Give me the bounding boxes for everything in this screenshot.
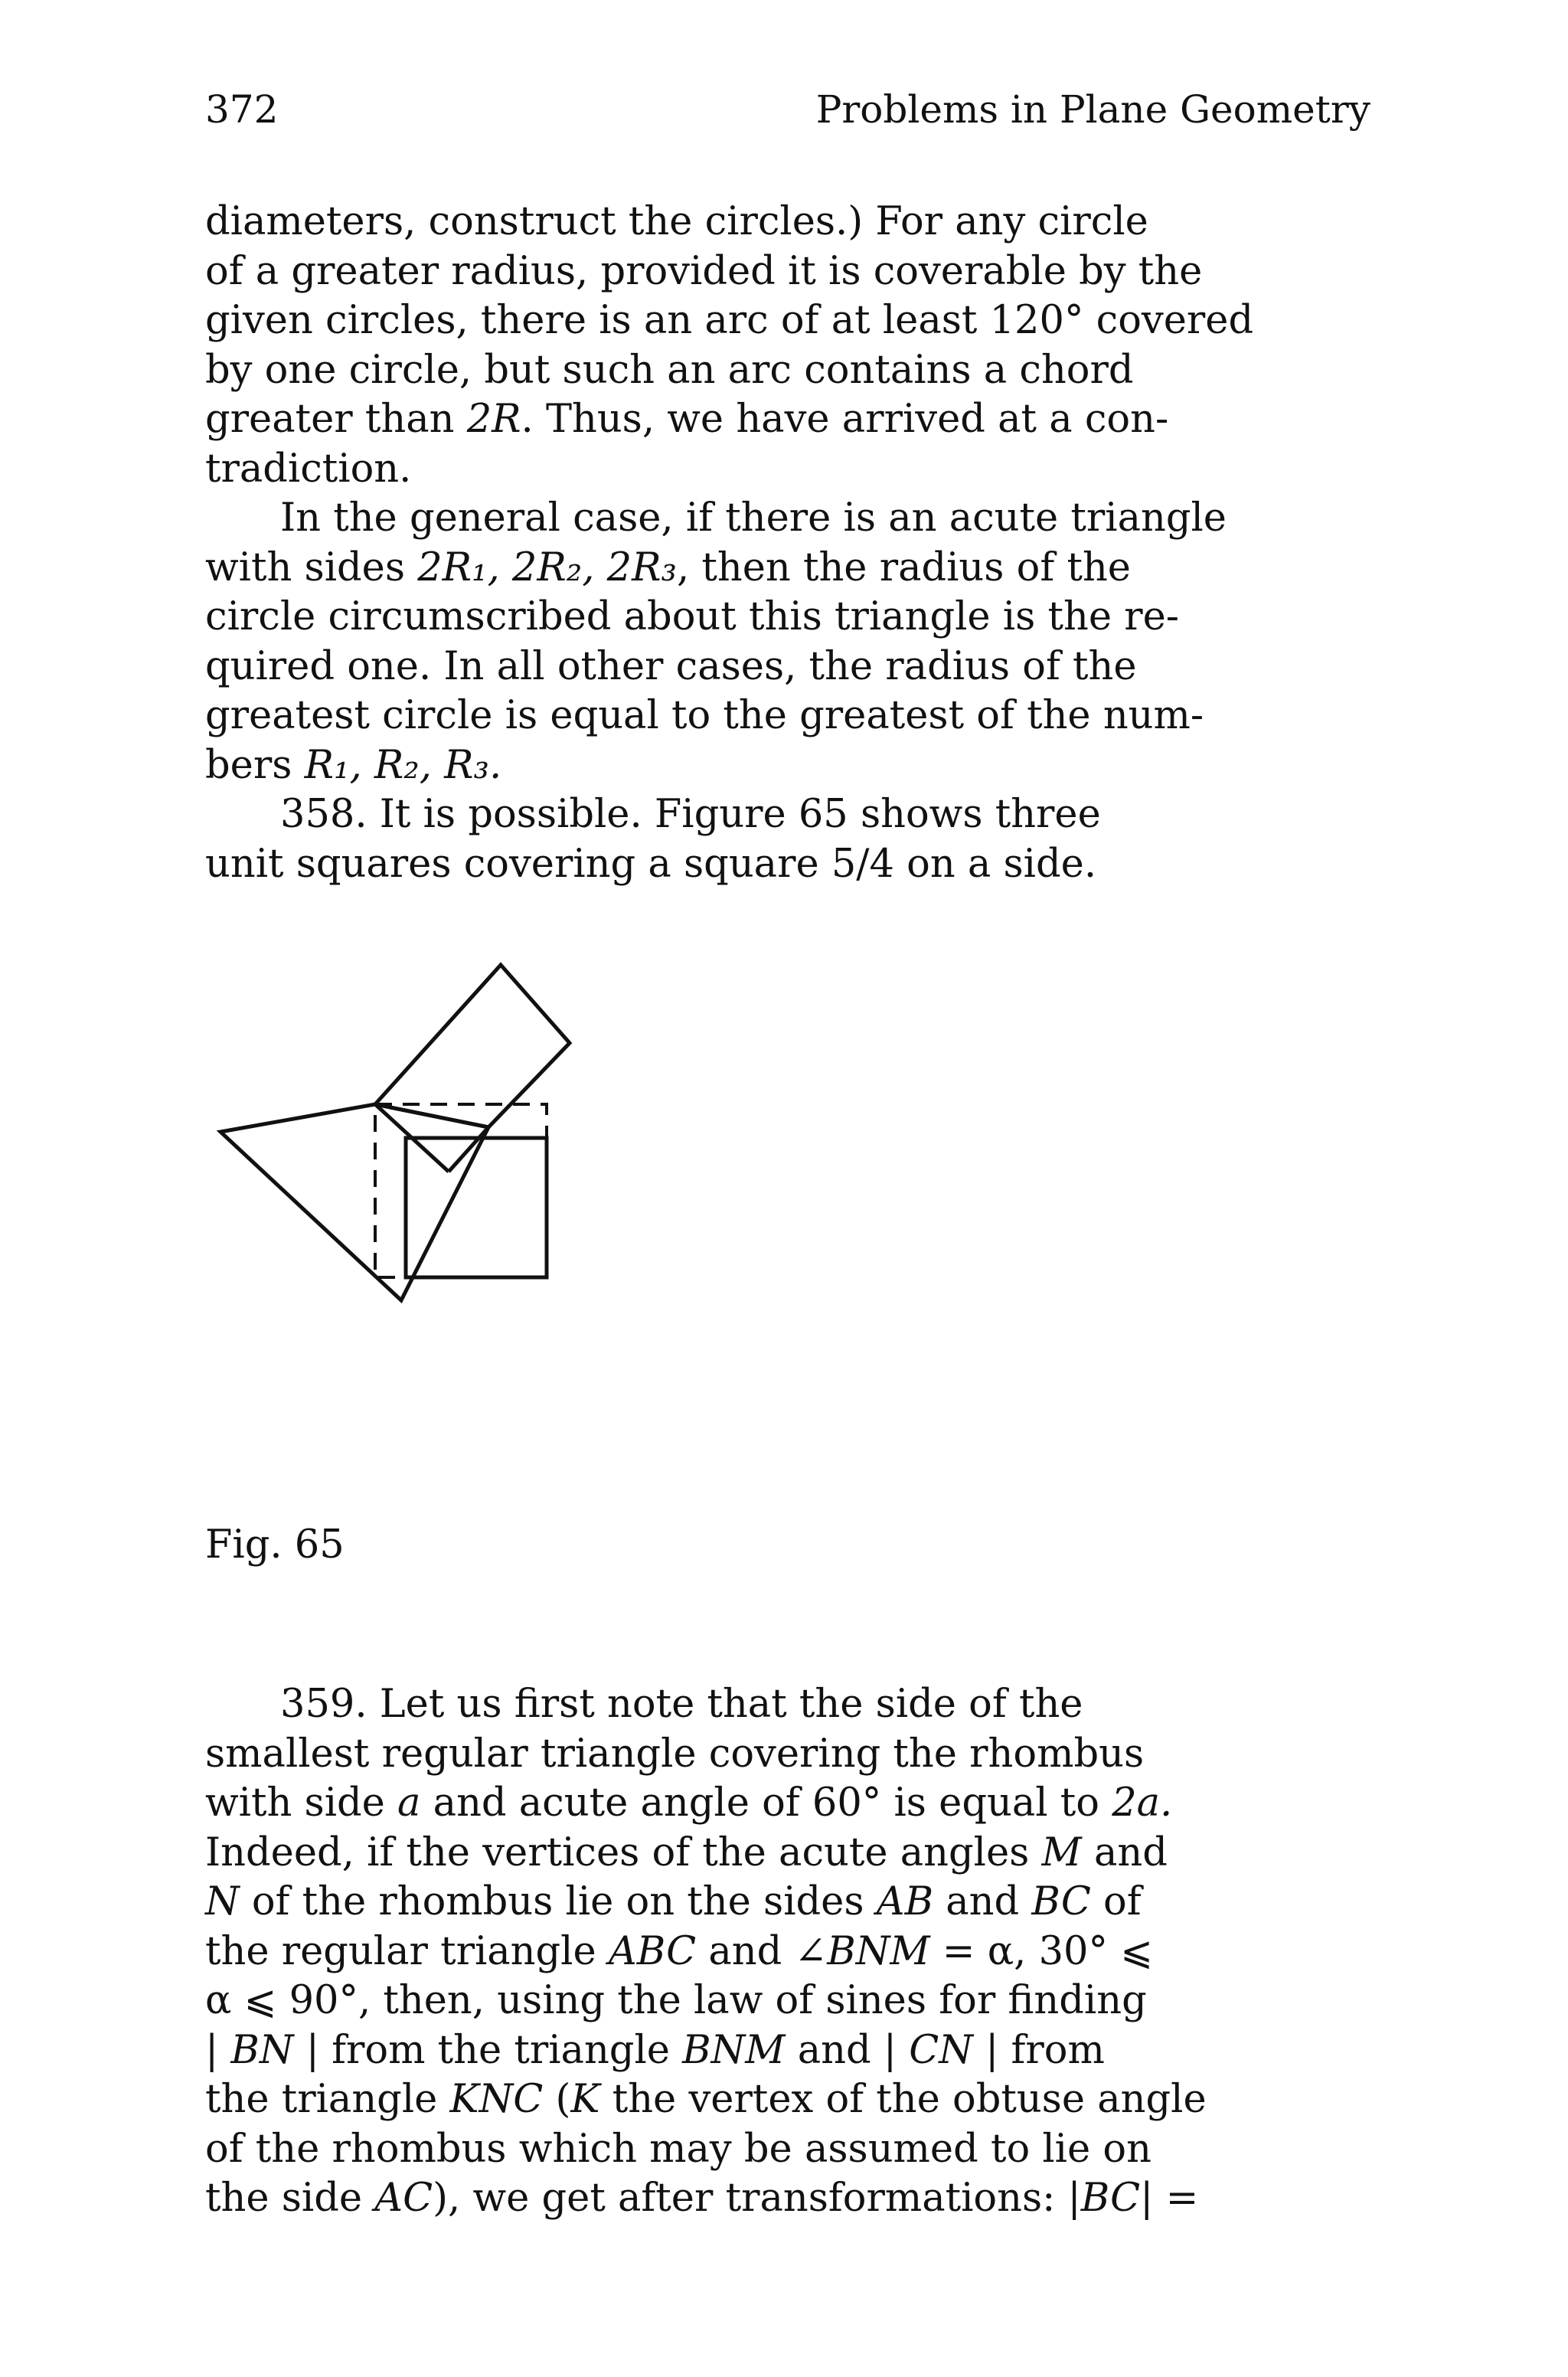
- text-line: 359. Let us first note that the side of the: [280, 1682, 1083, 1727]
- text-line: bers R₁, R₂, R₃.: [205, 742, 502, 788]
- problem-358: [205, 790, 1377, 889]
- running-title: Problems in Plane Geometry: [815, 87, 1370, 132]
- text-line: the regular triangle ABC and ∠BNM = α, 30° ⩽: [205, 1928, 1153, 1974]
- text-line: with sides 2R₁, 2R₂, 2R₃, then the radius of the: [205, 544, 1131, 590]
- text-line: diameters, construct the circles.) For any circle: [205, 199, 1148, 244]
- text-line: with side a and acute angle of 60° is equal to 2a.: [205, 1780, 1173, 1826]
- text-line: In the general case, if there is an acute triangle: [280, 495, 1227, 541]
- figure-65-drawing: [205, 934, 802, 1501]
- text-line: α ⩽ 90°, then, using the law of sines for finding: [205, 1978, 1147, 2023]
- text-line: the triangle KNC (K the vertex of the obtuse angle: [205, 2077, 1207, 2122]
- lower-rotated-unit-square: [220, 1104, 488, 1300]
- text-line: circle circumscribed about this triangle is the re-: [205, 594, 1180, 639]
- text-line: tradiction.: [205, 446, 412, 492]
- text-line: greatest circle is equal to the greatest of the num-: [205, 693, 1204, 738]
- page-number: 372: [205, 87, 279, 132]
- paragraph-continued: [205, 198, 1377, 494]
- text-line: N of the rhombus lie on the sides AB and BC of: [205, 1879, 1142, 1924]
- page-header: [205, 74, 1370, 142]
- figure-caption: Fig. 65: [205, 1522, 345, 1568]
- figure-65: [205, 934, 802, 1501]
- text-line: greater than 2R. Thus, we have arrived at a con-: [205, 397, 1169, 442]
- text-line: the side AC), we get after transformations: |BC| =: [205, 2176, 1199, 2221]
- text-line: smallest regular triangle covering the rhombus: [205, 1731, 1145, 1777]
- problem-359: [205, 1680, 1377, 2224]
- text-line: quired one. In all other cases, the radius of the: [205, 643, 1137, 689]
- text-line: given circles, there is an arc of at least 120° covered: [205, 298, 1254, 343]
- text-line: 358. It is possible. Figure 65 shows three: [280, 792, 1101, 837]
- text-line: unit squares covering a square 5/4 on a side.: [205, 841, 1097, 887]
- paragraph-general-case: [205, 494, 1377, 790]
- text-line: of a greater radius, provided it is coverable by the: [205, 248, 1203, 294]
- text-line: Indeed, if the vertices of the acute angles M and: [205, 1829, 1168, 1875]
- text-line: | BN | from the triangle BNM and | CN | from: [205, 2027, 1105, 2073]
- text-line: by one circle, but such an arc contains a chord: [205, 347, 1134, 393]
- text-line: of the rhombus which may be assumed to lie on: [205, 2126, 1152, 2172]
- upright-unit-square: [406, 1138, 547, 1277]
